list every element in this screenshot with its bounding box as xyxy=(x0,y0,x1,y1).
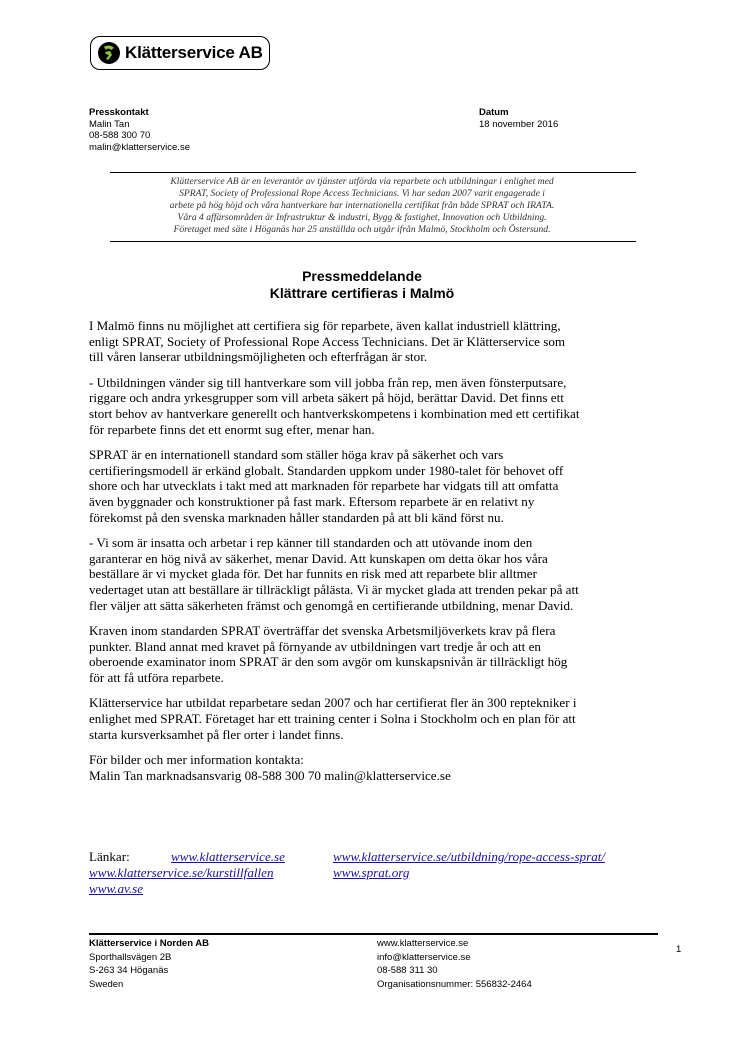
contact-email: malin@klatterservice.se xyxy=(89,141,190,153)
text-line: Kraven inom standarden SPRAT överträffar det svenska Arbetsmiljöverkets krav på flera xyxy=(89,623,556,639)
footer-contact xyxy=(377,937,532,991)
text-line: Malin Tan marknadsansvarig 08-588 300 70 malin@klatterservice.se xyxy=(89,767,451,783)
footer-org-number: Organisationsnummer: 556832-2464 xyxy=(377,978,532,990)
text-line: stort behov av hantverkare generellt och hantverkskompetens i kombination med ett certifikat xyxy=(89,405,580,421)
text-line: Klätterservice har utbildat reparbetare sedan 2007 och har certifierat fler än 300 reptekniker i xyxy=(89,695,577,711)
paragraph xyxy=(89,447,649,525)
footer-country: Sweden xyxy=(89,978,124,990)
text-line: shore och har utvecklats i takt med att marknaden för reparbete har vidgats till att omfatta xyxy=(89,478,559,494)
text-line: även byggnader och konstruktioner på fast mark. Eftersom reparbete är en relativt ny xyxy=(89,493,535,509)
text-line: beställare är vi mycket glada för. Det har funnits en risk med att reparbete blir alltmer xyxy=(89,566,537,582)
title-line-2: Klättrare certifieras i Malmö xyxy=(269,285,455,301)
text-line: I Malmö finns nu möjlighet att certifiera sig för reparbete, även kallat industriell klättring, xyxy=(89,318,561,333)
about-line: Företaget med säte i Höganäs har 25 anställda och utgår ifrån Malmö, Stockholm och Östersund. xyxy=(173,224,551,235)
paragraph xyxy=(89,535,649,613)
about-line: arbete på hög höjd och våra hantverkare har internationella certifikat från både SPRAT och IRATA. xyxy=(169,200,555,211)
footer-rule xyxy=(89,933,658,935)
press-contact xyxy=(89,107,190,153)
footer-company: Klätterservice i Norden AB xyxy=(89,938,210,949)
footer-postal: S-263 34 Höganäs xyxy=(89,965,169,976)
about-line: Våra 4 affärsområden är Infrastruktur & industri, Bygg & fastighet, Innovation och Utbildning. xyxy=(177,212,547,223)
about-line: Klätterservice AB är en leverantör av tjänster utförda via reparbete och utbildningar i enlighet med xyxy=(170,176,554,187)
link-utbildning-sprat[interactable]: www.klatterservice.se/utbildning/rope-access-sprat/ xyxy=(333,849,606,864)
press-release-body xyxy=(89,318,649,793)
text-line: vedertaget utan att beställare är tillräckligt pålästa. Vi är mycket glada att trenden pekar på att xyxy=(89,581,579,597)
paragraph xyxy=(89,623,649,685)
paragraph xyxy=(89,695,649,742)
text-line: till våren lanserar utbildningsmöjligheten och efterfrågan är stor. xyxy=(89,349,428,365)
link-av[interactable]: www.av.se xyxy=(89,881,144,896)
text-line: för att få utföra reparbete. xyxy=(89,669,224,685)
paragraph xyxy=(89,752,649,783)
text-line: - Utbildningen vänder sig till hantverkare som vill jobba från rep, men även fönsterputsare, xyxy=(89,374,567,390)
text-line: För bilder och mer information kontakta: xyxy=(89,752,304,768)
text-line: SPRAT är en internationell standard som ställer höga krav på säkerhet och vars xyxy=(89,447,504,463)
text-line: riggare och andra yrkesgrupper som vill arbeta säkert på höjd, berättar David. Det finns ett xyxy=(89,390,564,406)
date-heading: Datum xyxy=(479,107,509,118)
text-line: oberoende examinator inom SPRAT är den som avgör om kunskapsnivån är tillräckligt hög xyxy=(89,654,568,670)
link-sprat[interactable]: www.sprat.org xyxy=(333,865,410,880)
text-line: starta kursverksamhet på fler orter i landet finns. xyxy=(89,726,344,742)
links-label: Länkar: xyxy=(89,849,130,864)
contact-name: Malin Tan xyxy=(89,118,130,130)
paragraph xyxy=(89,318,649,365)
company-logo xyxy=(90,36,270,70)
text-line: fler väljer att sätta säkerheten främst och genomgå en certifierande utbildning, menar David. xyxy=(89,597,574,613)
link-klatterservice[interactable]: www.klatterservice.se xyxy=(171,849,285,864)
footer-phone: 08-588 311 30 xyxy=(377,965,438,976)
climber-logo-icon xyxy=(97,41,121,65)
link-kurstillfallen[interactable]: www.klatterservice.se/kurstillfallen xyxy=(89,865,274,880)
logo-text: Klätterservice AB xyxy=(125,43,263,62)
text-line: enlighet med SPRAT. Företaget har ett training center i Solna i Stockholm och en plan för att xyxy=(89,711,576,727)
press-date xyxy=(479,107,558,130)
company-about xyxy=(88,176,636,236)
footer-email: info@klatterservice.se xyxy=(377,951,471,963)
text-line: garanterar en hög nivå av säkerhet, menar David. Att kunskapen om detta ökar hos våra xyxy=(89,550,548,566)
footer-website: www.klatterservice.se xyxy=(377,938,469,949)
press-contact-heading: Presskontakt xyxy=(89,107,149,118)
date-value: 18 november 2016 xyxy=(479,118,559,130)
press-release-title xyxy=(88,268,636,302)
text-line: enligt SPRAT, Society of Professional Rope Access Technicians. Det är Klätterservice som xyxy=(89,333,566,349)
about-top-rule xyxy=(110,172,636,173)
about-line: SPRAT, Society of Professional Rope Access Technicians. Vi har sedan 2007 varit engagerade i xyxy=(179,188,545,199)
page-number: 1 xyxy=(676,944,682,955)
footer-street: Sporthallsvägen 2B xyxy=(89,951,172,963)
footer-address xyxy=(89,937,209,991)
text-line: för reparbete finns det ett enormt sug efter, menar han. xyxy=(89,421,375,437)
title-line-1: Pressmeddelande xyxy=(302,268,422,284)
text-line: förekomst på den svenska marknaden håller standarden på att bli känd först nu. xyxy=(89,509,504,525)
about-bottom-rule xyxy=(110,241,636,242)
text-line: certifieringsmodell är erkänd globalt. Standarden uppkom under 1980-talet för behovet off xyxy=(89,462,564,478)
text-line: - Vi som är insatta och arbetar i rep känner till standarden och att utövande inom den xyxy=(89,535,533,551)
text-line: punkter. Bland annat med kravet på förnyande av utbildningen vart tredje år och att en xyxy=(89,638,541,654)
paragraph xyxy=(89,375,649,437)
contact-phone: 08-588 300 70 xyxy=(89,130,151,141)
